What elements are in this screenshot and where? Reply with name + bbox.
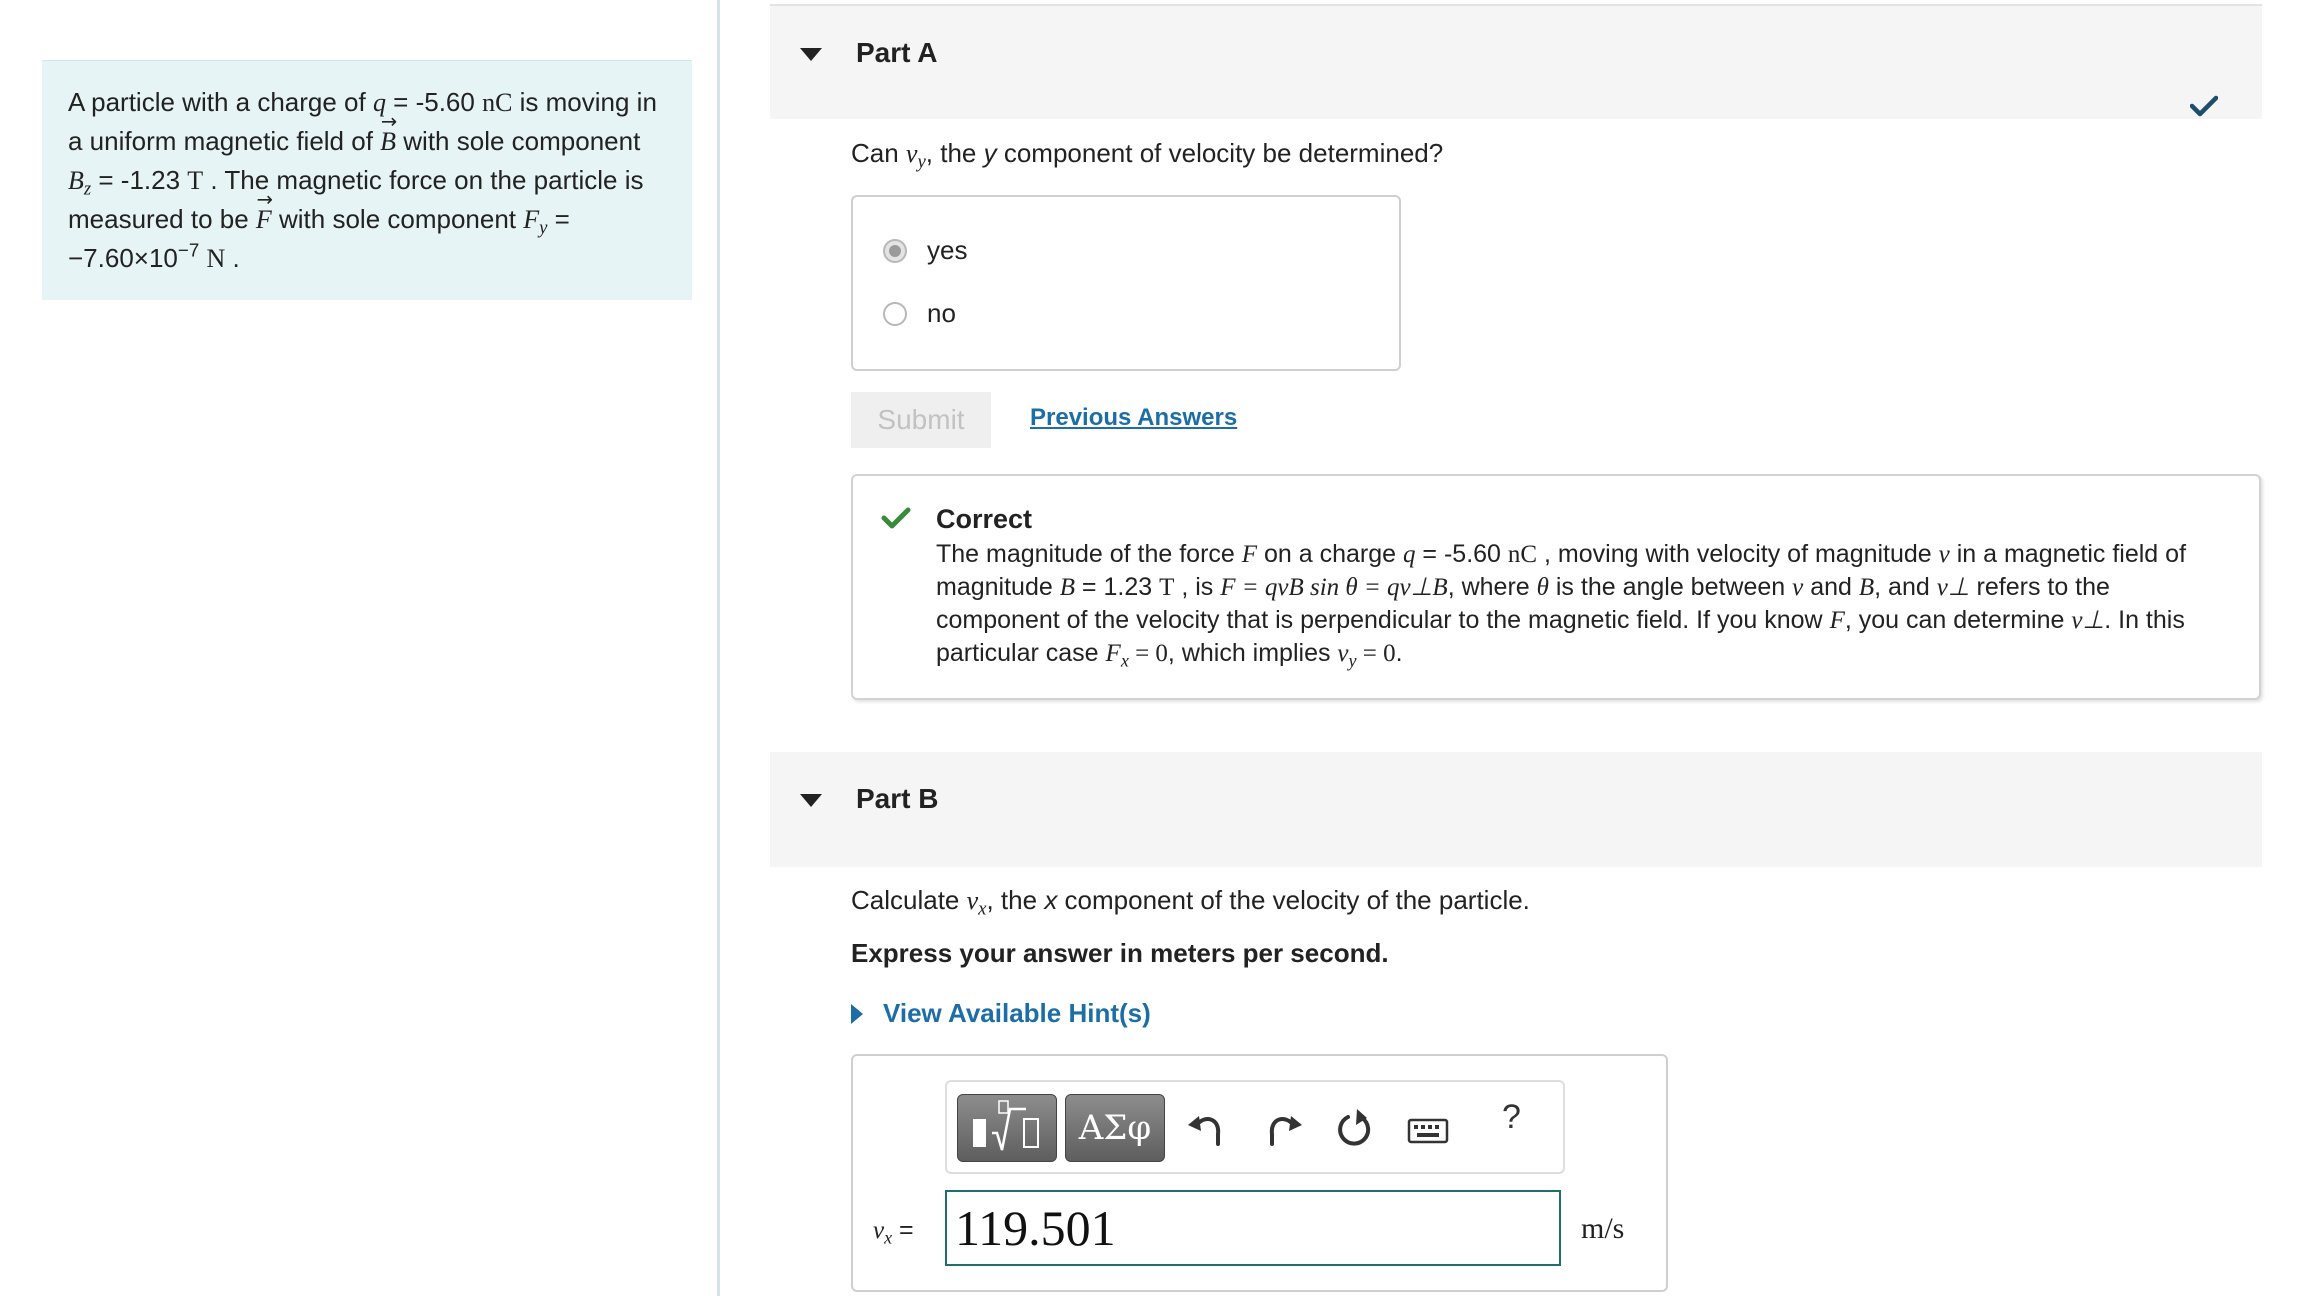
problem-statement [42,60,692,300]
answer-label [873,1216,914,1248]
question-italic: y [983,138,997,168]
feedback-unit: nC [1507,541,1538,568]
templates-icon [958,1095,1058,1163]
answer-box [851,1054,1668,1292]
force-vector-symbol: → F [256,201,272,239]
question-text: Calculate [851,885,967,915]
option-no[interactable] [883,298,956,329]
feedback-segment: = 1.23 [1074,573,1160,601]
part-b-header[interactable] [770,752,2262,867]
collapse-caret-icon[interactable] [800,48,822,61]
feedback-math: v [1337,640,1349,667]
answer-instructions: Express your answer in meters per second. [851,938,1389,968]
field-vector-symbol: → B [380,123,396,161]
feedback-equation: F = qvB sin θ = qv⊥B [1220,574,1448,601]
feedback-subscript: x [1120,650,1129,671]
bz-unit: T [187,166,204,195]
keyboard-icon[interactable] [1405,1104,1451,1154]
part-b-question [851,885,1530,920]
feedback-segment: , which implies [1167,639,1338,667]
pane-divider[interactable] [717,0,720,1296]
collapse-caret-icon[interactable] [800,794,822,807]
fy-exponent: −7 [177,239,200,261]
radio-no[interactable] [883,302,907,326]
feedback-segment: on a charge [1257,540,1403,568]
feedback-subscript: y [1348,650,1357,671]
question-text: , the [925,138,984,168]
problem-text: with sole component [396,126,641,156]
feedback-segment: refers to the component of the velocity that is perpendicular to the magnetic field. If you know [936,573,2110,634]
bz-value: = -1.23 [91,165,188,195]
feedback-segment: , you can determine [1844,606,2072,634]
feedback-segment: , is [1174,573,1221,601]
problem-text: A particle with a charge of [68,87,373,117]
help-button[interactable]: ? [1502,1098,1521,1136]
feedback-math: B [1858,574,1875,601]
undo-icon[interactable] [1184,1104,1230,1154]
feedback-segment: . [1395,639,1403,667]
feedback-math: v⊥ [1936,574,1970,601]
feedback-math: v [1792,574,1804,601]
fy-unit: N [206,244,226,273]
question-text: , the [986,885,1045,915]
radio-yes[interactable] [883,239,907,263]
feedback-math: F [1829,607,1845,634]
reset-icon[interactable] [1331,1104,1377,1154]
feedback-segment: in a magnetic field of magnitude [936,540,2187,601]
feedback-segment: and [1803,573,1859,601]
previous-answers-link[interactable]: Previous Answers [1030,404,1238,431]
question-text: component of velocity be determined? [996,138,1444,168]
hints-label[interactable]: View Available Hint(s) [883,998,1151,1028]
charge-symbol: q [372,88,386,117]
vx-symbol: v [966,886,979,915]
feedback-math: θ [1536,574,1549,601]
vy-subscript: y [917,151,926,173]
feedback-math: v [1938,541,1950,568]
math-toolbar [945,1080,1565,1174]
question-italic: x [1044,885,1058,915]
feedback-segment: = -5.60 [1415,540,1508,568]
answer-unit: m/s [1581,1212,1625,1245]
answer-label-subscript: x [884,1227,893,1248]
feedback-math: q [1402,541,1416,568]
redo-icon[interactable] [1260,1104,1306,1154]
feedback-title: Correct [936,504,1033,534]
option-no-label[interactable]: no [927,298,956,328]
correct-check-icon [881,506,911,530]
answer-label-symbol: v [873,1217,885,1244]
feedback-math: F [1241,541,1258,568]
option-yes[interactable] [883,235,967,266]
answer-label-equals: = [892,1216,914,1244]
feedback-segment: is the angle between [1548,573,1793,601]
part-a-complete-check-icon [2190,95,2218,117]
problem-text: . The magnetic force on the particle is measured to be [68,165,644,234]
hints-toggle[interactable] [851,998,1151,1029]
fy-value: = −7.60×10 [68,204,570,273]
option-yes-label[interactable]: yes [927,235,968,265]
feedback-segment: , where [1447,573,1537,601]
question-text: Can [851,138,906,168]
feedback-equation: = 0 [1128,640,1168,667]
problem-text: with sole component [271,204,524,234]
feedback-segment: , and [1874,573,1937,601]
question-text: component of the velocity of the particle. [1057,885,1530,915]
fy-subscript: y [539,217,548,239]
bz-subscript: z [83,178,92,200]
feedback-unit: T [1159,574,1175,601]
feedback-text [936,538,2236,670]
templates-button[interactable] [957,1094,1057,1162]
part-b-title: Part B [856,783,939,814]
problem-text: . [225,243,240,273]
part-a-header[interactable] [770,4,2262,119]
expand-caret-icon[interactable] [851,1004,863,1024]
feedback-segment: , moving with velocity of magnitude [1537,540,1939,568]
part-a-question [851,138,1444,173]
vx-subscript: x [978,898,987,920]
bz-symbol: B [68,166,84,195]
answer-input[interactable]: 119.501 [945,1190,1561,1266]
charge-unit: nC [482,88,513,117]
feedback-segment: . In this particular case [936,606,2185,667]
feedback-math: B [1059,574,1075,601]
vy-symbol: v [905,139,918,168]
feedback-segment: The magnitude of the force [936,540,1242,568]
feedback-math: F [1105,640,1121,667]
answer-choices [851,195,1401,371]
submit-button[interactable]: Submit [851,392,991,448]
charge-value: = -5.60 [385,87,483,117]
fy-symbol: F [523,205,540,234]
feedback-math: v⊥ [2071,607,2105,634]
problem-text: is moving in a uniform magnetic field of [68,87,657,156]
part-a-title: Part A [856,37,938,68]
feedback-equation: = 0 [1356,640,1396,667]
correct-feedback [851,474,2261,700]
greek-symbols-button[interactable]: ΑΣφ [1065,1094,1165,1162]
